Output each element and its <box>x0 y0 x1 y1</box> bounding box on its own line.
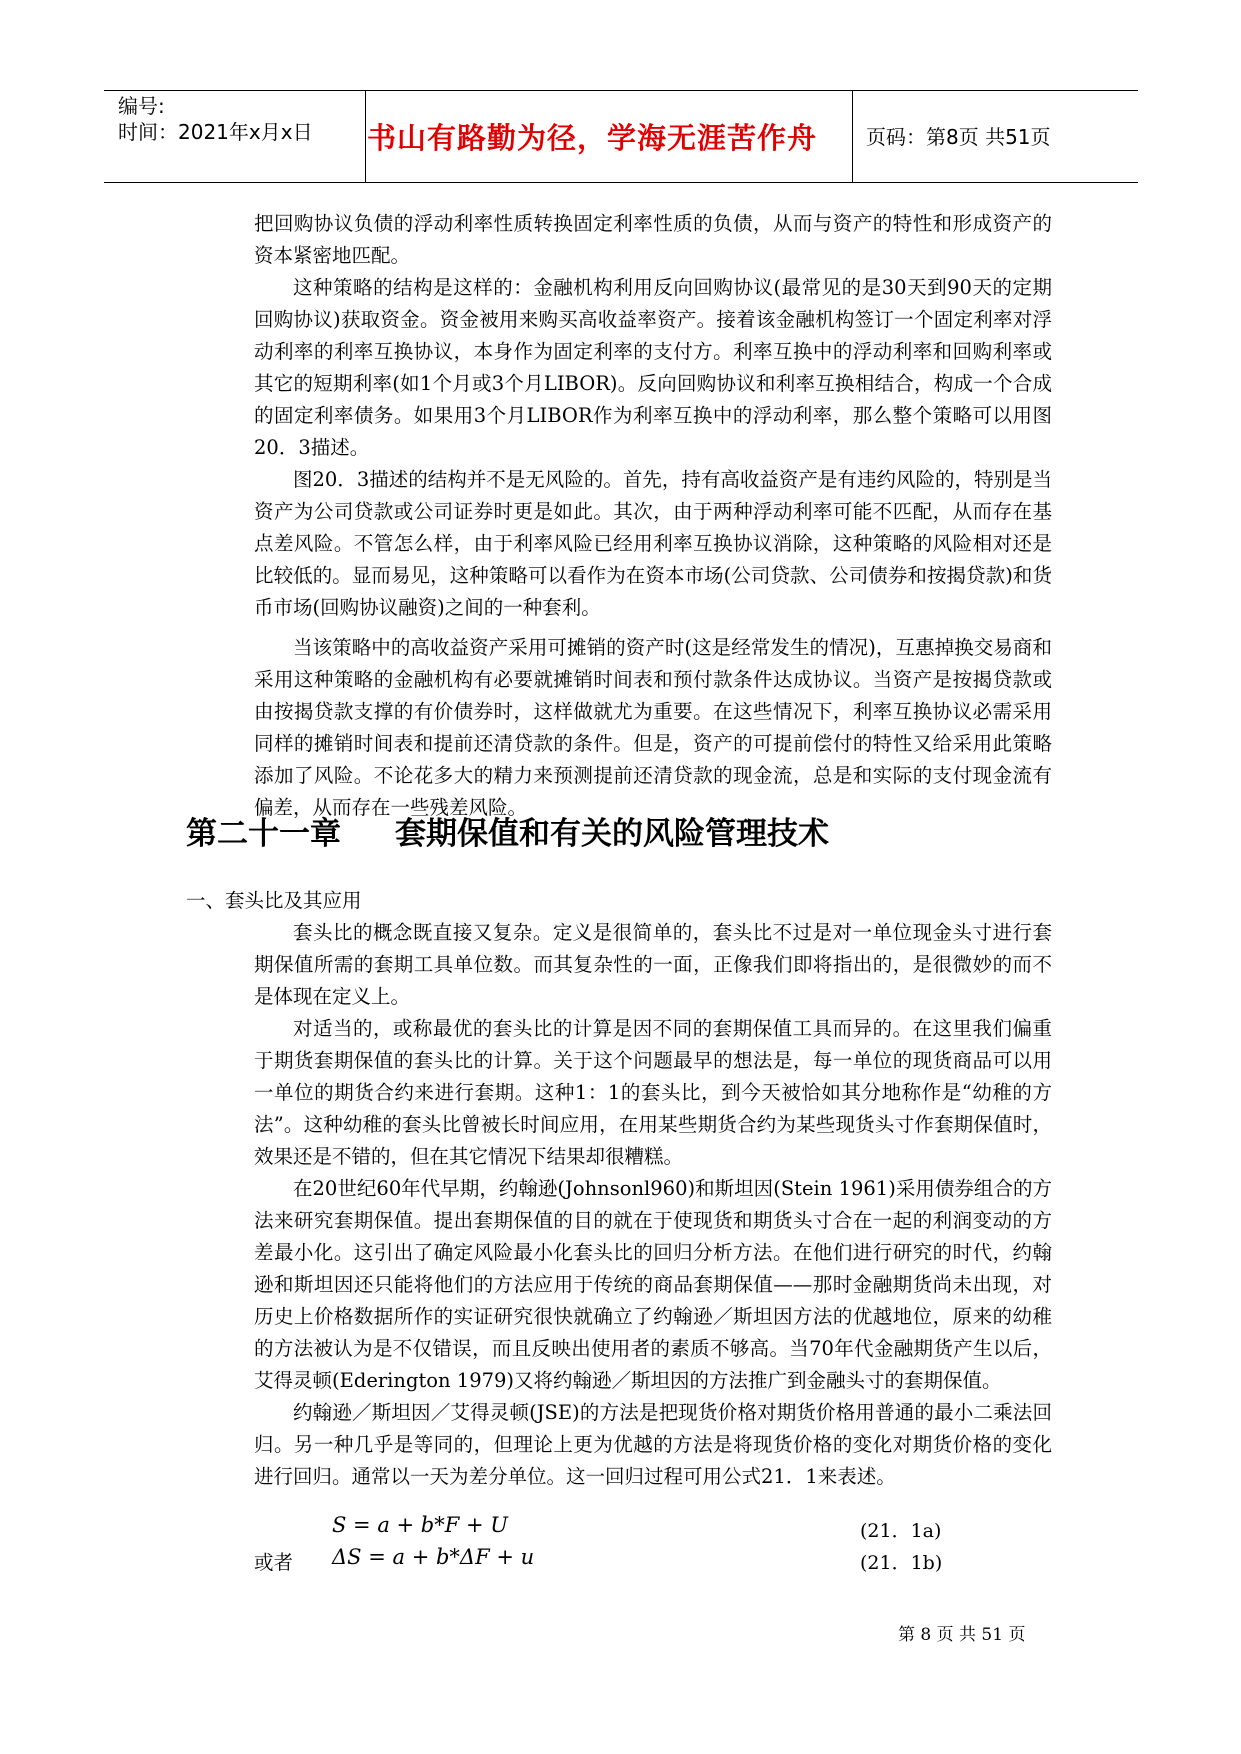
paragraph: 图20．3描述的结构并不是无风险的。首先，持有高收益资产是有违约风险的，特别是当资产为公司贷款或公司证券时更是如此。其次，由于两种浮动利率可能不匹配，从而存在基点差风险。不管怎么样，由于利率风险已经用利率互换协议消除，这种策略的风险相对还是比较低的。显而易见，这种策略可以看作为在资本市场(公司贷款、公司债券和按揭贷款)和货币市场(回购协议融资)之间的一种套利。 <box>254 468 1052 619</box>
body-section-bottom <box>254 917 1052 1493</box>
formula-21-1a: S = a + b*F + U <box>332 1513 508 1537</box>
header-divider-left <box>365 90 366 182</box>
body-section-top <box>254 208 1052 824</box>
paragraph: 对适当的，或称最优的套头比的计算是因不同的套期保值工具而异的。在这里我们偏重于期货套期保值的套头比的计算。关于这个问题最早的想法是，每一单位的现货商品可以用一单位的期货合约来进行套期。这种1：1的套头比，到今天被恰如其分地称作是“幼稚的方法”。这种幼稚的套头比曾被长时间应用，在用某些期货合约为某些现货头寸作套期保值时，效果还是不错的，但在其它情况下结果却很糟糕。 <box>254 1017 1052 1168</box>
chapter-heading <box>186 808 829 853</box>
paragraph: 把回购协议负债的浮动利率性质转换固定利率性质的负债，从而与资产的特性和形成资产的资本紧密地匹配。 <box>254 212 1052 267</box>
paragraph: 约翰逊／斯坦因／艾得灵顿(JSE)的方法是把现货价格对期货价格用普通的最小二乘法回归。另一种几乎是等同的，但理论上更为优越的方法是将现货价格的变化对期货价格的变化进行回归。通常以一天为差分单位。这一回归过程可用公式21．1来表述。 <box>254 1401 1052 1488</box>
document-time-label: 时间：2021年x月x日 <box>118 120 313 144</box>
header-motto: 书山有路勤为径，学海无涯苦作舟 <box>367 121 818 155</box>
formula-or-label: 或者 <box>254 1551 294 1574</box>
header-page-info: 页码：第8页 共51页 <box>866 125 1051 149</box>
chapter-number: 第二十一章 <box>186 816 341 852</box>
header-top-rule <box>104 90 1138 91</box>
document-number-label: 编号: <box>118 94 165 118</box>
formula-number: (21．1b) <box>860 1552 943 1574</box>
paragraph: 这种策略的结构是这样的：金融机构利用反向回购协议(最常见的是30天到90天的定期回购协议)获取资金。资金被用来购买高收益率资产。接着该金融机构签订一个固定利率对浮动利率的利率互换协议，本身作为固定利率的支付方。利率互换中的浮动利率和回购利率或其它的短期利率(如1个月或3个月LIBOR)。反向回购协议和利率互换相结合，构成一个合成的固定利率债务。如果用3个月LIBOR作为利率互换中的浮动利率，那么整个策略可以用图20．3描述。 <box>254 276 1052 459</box>
paragraph: 套头比的概念既直接又复杂。定义是很简单的，套头比不过是对一单位现金头寸进行套期保值所需的套期工具单位数。而其复杂性的一面，正像我们即将指出的，是很微妙的而不是体现在定义上。 <box>254 921 1052 1008</box>
chapter-title: 套期保值和有关的风险管理技术 <box>395 816 829 852</box>
section-heading: 一、套头比及其应用 <box>186 889 362 912</box>
paragraph: 在20世纪60年代早期，约翰逊(Johnsonl960)和斯坦因(Stein 1961)采用债券组合的方法来研究套期保值。提出套期保值的目的就在于使现货和期货头寸合在一起的利润变动的方差最小化。这引出了确定风险最小化套头比的回归分析方法。在他们进行研究的时代，约翰逊和斯坦因还只能将他们的方法应用于传统的商品套期保值——那时金融期货尚未出现，对历史上价格数据所作的实证研究很快就确立了约翰逊／斯坦因方法的优越地位，原来的幼稚的方法被认为是不仅错误，而且反映出使用者的素质不够高。当70年代金融期货产生以后，艾得灵顿(Ederington 1979)又将约翰逊／斯坦因的方法推广到金融头寸的套期保值。 <box>254 1177 1052 1392</box>
formula-21-1b: ΔS = a + b*ΔF + u <box>332 1545 535 1569</box>
header-bottom-rule <box>104 182 1138 183</box>
formula-number: (21．1a) <box>860 1520 942 1542</box>
paragraph: 当该策略中的高收益资产采用可摊销的资产时(这是经常发生的情况)，互惠掉换交易商和采用这种策略的金融机构有必要就摊销时间表和预付款条件达成协议。当资产是按揭贷款或由按揭贷款支撑的有价债券时，这样做就尤为重要。在这些情况下，利率互换协议必需采用同样的摊销时间表和提前还清贷款的条件。但是，资产的可提前偿付的特性又给采用此策略添加了风险。不论花多大的精力来预测提前还清贷款的现金流，总是和实际的支付现金流有偏差，从而存在一些残差风险。 <box>254 636 1052 819</box>
page-footer: 第 8 页 共 51 页 <box>898 1625 1026 1645</box>
